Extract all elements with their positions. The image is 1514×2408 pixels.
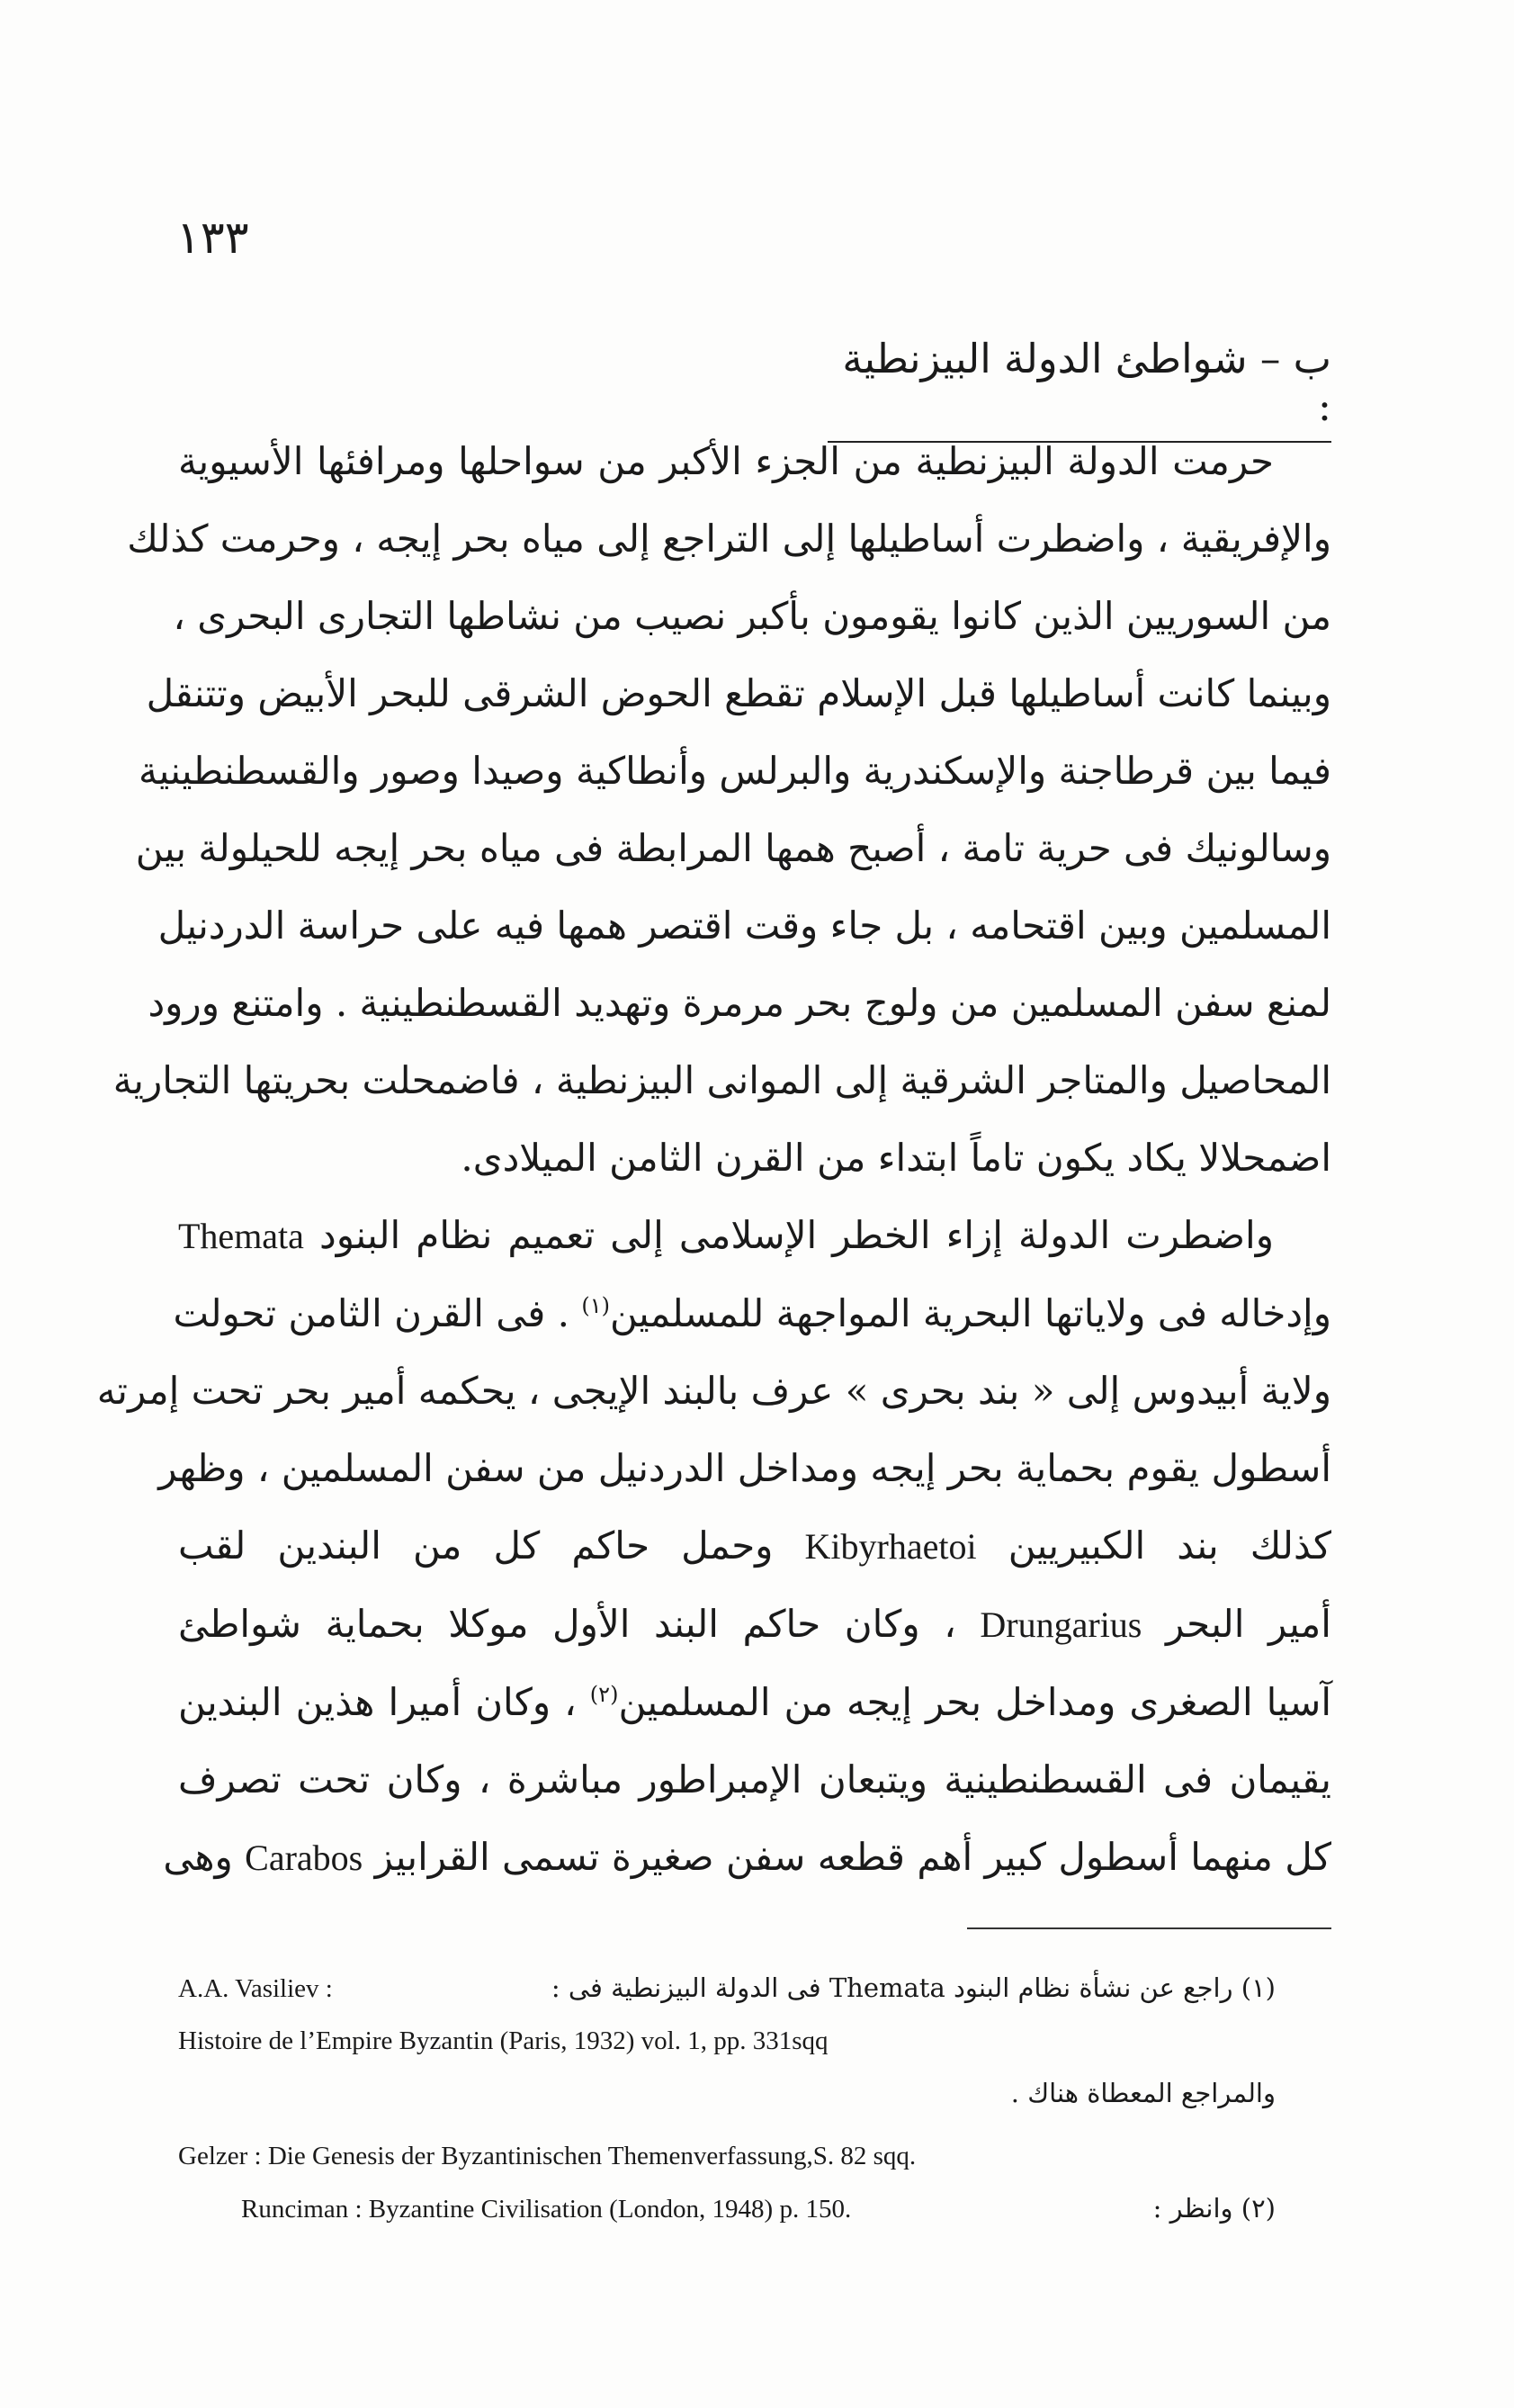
footnote-1 <box>178 1962 1276 2015</box>
text-line <box>163 1819 1331 1897</box>
text-fragment: واضطرت الدولة إزاء الخطر الإسلامى إلى تعميم نظام البنود <box>319 1213 1274 1257</box>
footnote-mark: (١) <box>581 1293 610 1318</box>
text-line: فيما بين قرطاجنة والإسكندرية والبرلس وأنطاكية وصيدا وصور والقسطنطينية <box>139 749 1331 793</box>
footnote-mark: (٢) <box>589 1682 619 1707</box>
footnote-1-author: A.A. Vasiliev : <box>178 1974 333 2003</box>
text-fragment: آسيا الصغرى ومداخل بحر إيجه من المسلمين <box>618 1680 1332 1724</box>
footnote-1-note: والمراجع المعطاة هناك . <box>1010 2078 1276 2108</box>
text-line <box>173 1275 1331 1352</box>
text-line: اضمحلالا يكاد يكون تاماً ابتداء من القرن الثامن الميلادى. <box>461 1136 1331 1180</box>
latin-term: Carabos <box>245 1837 363 1878</box>
latin-term: Drungarius <box>980 1604 1142 1645</box>
footnotes <box>178 1962 1276 2235</box>
text-fragment: كل منهما أسطول كبير أهم قطعه سفن صغيرة تسمى القرابيز <box>374 1835 1331 1879</box>
text-line: يقيمان فى القسطنطينية ويتبعان الإمبراطور مباشرة ، وكان تحت تصرف <box>178 1757 1331 1802</box>
footnote-2 <box>178 2182 1276 2235</box>
text-line: حرمت الدولة البيزنطية من الجزء الأكبر من سواحلها ومرافئها الأسيوية <box>178 439 1274 483</box>
paragraph-1 <box>112 423 1331 1197</box>
section-heading: ب – شواطئ الدولة البيزنطية : <box>828 335 1331 443</box>
footnote-divider <box>967 1927 1331 1929</box>
text-line: ولاية أبيدوس إلى « بند بحرى » عرف بالبند الإيجى ، يحكمه أمير بحر تحت إمرته <box>96 1369 1331 1413</box>
text-fragment: وهى <box>163 1835 233 1879</box>
text-fragment: . فى القرن الثامن تحولت <box>173 1291 569 1335</box>
text-fragment: وحمل حاكم كل من البندين لقب <box>178 1523 774 1568</box>
footnote-1-text: (١) راجع عن نشأة نظام البنود Themata فى الدولة البيزنطية فى : <box>551 1972 1276 2003</box>
text-fragment: أمير البحر <box>1165 1602 1331 1646</box>
page-number: ١٣٣ <box>176 211 249 264</box>
paragraph-2 <box>96 1197 1332 1897</box>
text-fragment: وإدخاله فى ولاياتها البحرية المواجهة للمسلمين <box>610 1291 1331 1335</box>
text-line: وسالونيك فى حرية تامة ، أصبح همها المرابطة فى مياه بحر إيجه للحيلولة بين <box>135 826 1331 870</box>
text-line: من السوريين الذين كانوا يقومون بأكبر نصيب من نشاطها التجارى البحرى ، <box>173 594 1331 638</box>
latin-term: Themata <box>178 1216 304 1256</box>
footnote-1-citation: Histoire de l’Empire Byzantin (Paris, 1932) vol. 1, pp. 331sqq <box>178 2026 829 2055</box>
text-fragment: كذلك بند الكبيريين <box>1008 1523 1331 1568</box>
text-line: المسلمين وبين اقتحامه ، بل جاء وقت اقتصر همها فيه على حراسة الدردنيل <box>157 903 1331 948</box>
text-line: لمنع سفن المسلمين من ولوج بحر مرمرة وتهديد القسطنطينية . وامتنع ورود <box>148 981 1331 1025</box>
text-line: أسطول يقوم بحماية بحر إيجه ومداخل الدردنيل من سفن المسلمين ، وظهر <box>158 1446 1331 1490</box>
text-line: وبينما كانت أساطيلها قبل الإسلام تقطع الحوض الشرقى للبحر الأبيض وتتنقل <box>146 671 1331 715</box>
text-line <box>178 1197 1331 1275</box>
text-fragment: ، وكان حاكم البند الأول موكلا بحماية شواطئ <box>178 1602 956 1646</box>
footnote-2-text: (٢) وانظر : <box>1152 2193 1276 2224</box>
footnote-1-citation-2: Gelzer : Die Genesis der Byzantinischen Themenverfassung,S. 82 sqq. <box>178 2142 917 2170</box>
body-text <box>96 423 1332 1897</box>
text-line: والإفريقية ، واضطرت أساطيلها إلى التراجع إلى مياه بحر إيجه ، وحرمت كذلك <box>127 517 1331 561</box>
text-line <box>178 1664 1331 1741</box>
text-fragment: ، وكان أميرا هذين البندين <box>178 1680 577 1724</box>
text-line <box>178 1507 1331 1586</box>
footnote-2-citation: Runciman : Byzantine Civilisation (London, 1948) p. 150. <box>241 2195 852 2224</box>
text-line: المحاصيل والمتاجر الشرقية إلى الموانى البيزنطية ، فاضمحلت بحريتها التجارية <box>112 1058 1331 1102</box>
text-line <box>178 1586 1331 1664</box>
latin-term: Kibyrhaetoi <box>804 1526 977 1567</box>
